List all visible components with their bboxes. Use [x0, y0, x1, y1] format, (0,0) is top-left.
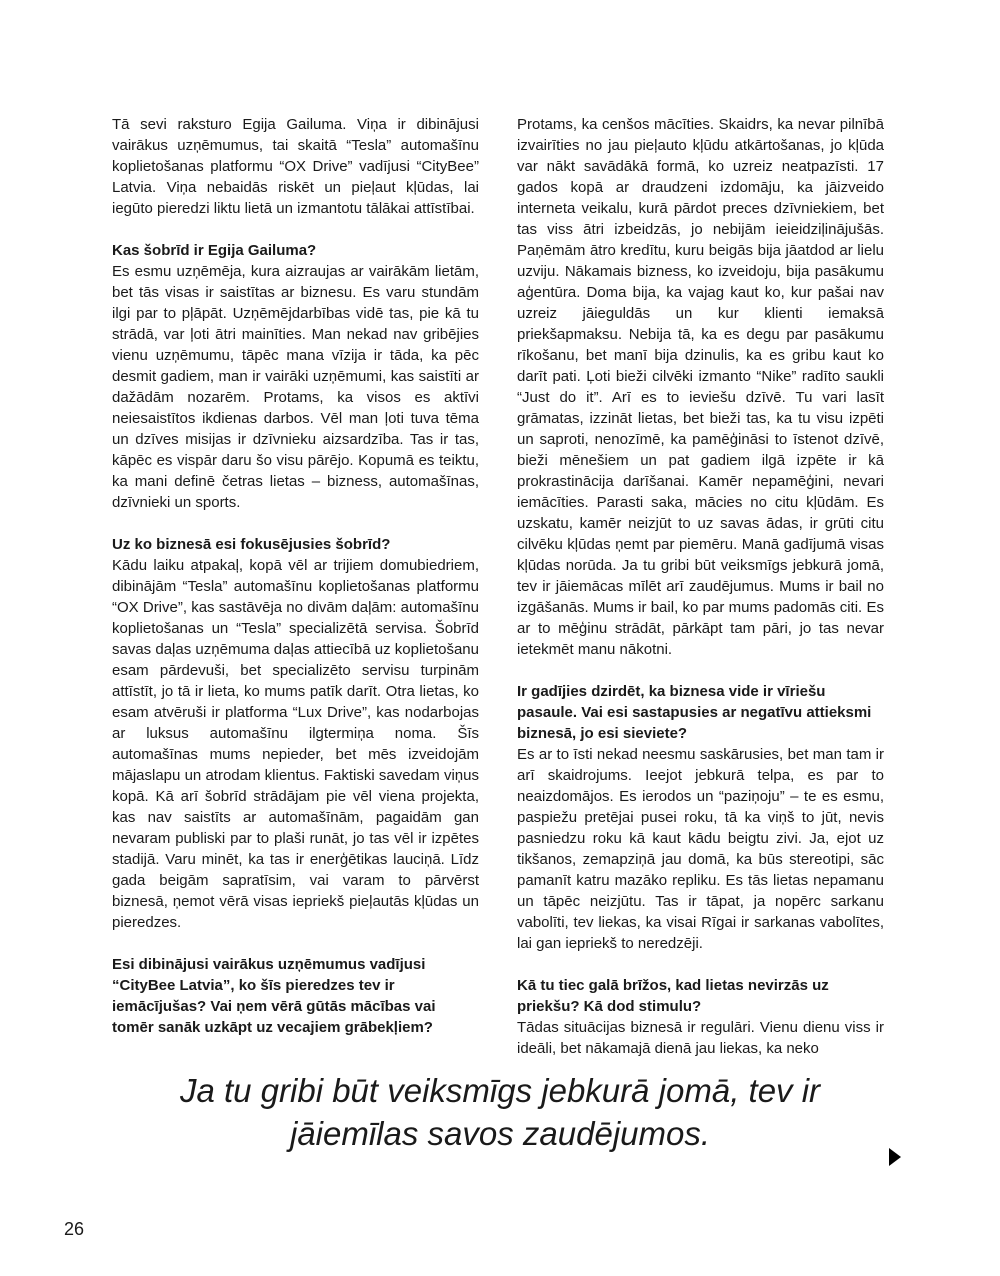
pull-quote — [100, 1069, 900, 1155]
page-number: 26 — [64, 1219, 85, 1239]
question-heading: Ir gadījies dzirdēt, ka biznesa vide ir vīriešu pasaule. Vai esi sastapusies ar negatīvu attieksmi biznesā, jo esi sieviete? — [517, 683, 872, 742]
question-heading: Esi dibinājusi vairākus uzņēmumus vadījusi “CityBee Latvia”, ko šīs pieredzes tev ir iemācījušas? Vai ņem vērā gūtās mācības vai tomēr sanāk uzkāpt uz vecajiem grābekļiem? — [112, 956, 436, 1036]
answer-paragraph: Protams, ka cenšos mācīties. Skaidrs, ka nevar pilnībā izvairīties no jau pieļauto kļūdu atkārtošanas, jo kļūda var nākt savādākā formā, ko uzreiz neatpazīsti. 17 gados kopā ar draudzeni izdomāju, ka jāizveido interneta veikalu, kurā pārdot preces dzīvniekiem, bet tas viss ātri izbeidzās, jo nebijām ieieidziļinājušās. Paņēmām ātro kredītu, kuru beigās bija jāatdod ar lielu uzviju. Nākamais bizness, ko izveidoju, bija pasākumu aģentūra. Doma bija, ka vajag kaut ko, kur pašai nav uzreiz jāieguldās un kur klienti iemaksā priekšapmaksu. Nebija tā, ka es degu par pasākumu rīkošanu, bet manī bija dzinulis, ka es gribu kaut ko darīt pati. Ļoti bieži cilvēki izmanto “Nike” radīto saukli “Just do it”. Arī es to ieviešu dzīvē. Tu vari lasīt grāmatas, izzināt lietas, bet bieži tas, ka tu visu izpēti un saproti, nenozīmē, ka pamēģināsi to īstenot dzīvē, bieži mēnešiem un pat gadiem ilgā izpēte ir kā prokrastinācija darīšanai. Kamēr nepamēģini, nevari iemācīties. Parasti saka, mācies no citu kļūdām. Es uzskatu, kamēr neizjūt to uz savas ādas, ir grūti citu cilvēku kļūdas ņemt par piemēru. Manā gadījumā visas kļūdas norūda. Ja tu gribi būt veiksmīgs jebkurā jomā, tev ir jāiemācas mīlēt arī zaudējumus. Mums ir bail no izgāšanās. Mums ir bail, ko par mums padomās citi. Es ar to mēģinu strādāt, pārkāpt tam pāri, jo tas nevar ietekmēt manu nākotni. — [517, 116, 884, 658]
answer-paragraph: Es ar to īsti nekad neesmu saskārusies, bet man tam ir arī skaidrojums. Ieejot jebkurā telpa, es par to neaizdomājos. Es ierodos un “paziņoju” – te es esmu, paspiežu pretējai pusei roku, tā ka viņš to jūt, nevis pasniedzu roku kā kaut kādu beigtu zivi. Ja, ejot uz tikšanos, zemapziņā jau domā, ka būs stereotipi, sāc pamanīt katru mazāko repliku. Es tās lietas nepamanu un tāpēc neizjūtu. Tas ir tāpat, ja nopērc sarkanu vabolīti, tev liekas, ka visai Rīgai ir sarkanas vabolītes, lai gan iepriekš to neredzēji. — [517, 746, 884, 952]
play-triangle-icon — [889, 1148, 901, 1166]
right-column — [517, 114, 884, 1059]
question-heading: Kā tu tiec galā brīžos, kad lietas nevirzās uz priekšu? Kā dod stimulu? — [517, 977, 829, 1015]
answer-paragraph: Tādas situācijas biznesā ir regulāri. Vienu dienu viss ir ideāli, bet nākamajā dienā jau liekas, ka neko — [517, 1019, 884, 1057]
question-heading: Uz ko biznesā esi fokusējusies šobrīd? — [112, 536, 391, 553]
question-heading: Kas šobrīd ir Egija Gailuma? — [112, 242, 317, 259]
answer-paragraph: Es esmu uzņēmēja, kura aizraujas ar vairākām lietām, bet tās visas ir saistītas ar biznesu. Es varu stundām ilgi par to pļāpāt. Uzņēmējdarbības vidē tas, pie kā tu strādā, var ļoti ātri mainīties. Man nekad nav gribējies vienu uzņēmumu, tāpēc mana vīzija ir tāda, ka pēc desmit gadiem, man ir vairāki uzņēmumi, kas saistīti ar dažādām nozarēm. Protams, ka visos es aktīvi neiesaistītos ikdienas darbos. Vēl man ļoti tuva tēma un dzīves misijas ir dzīvnieku aizsardzība. Tas ir tas, kāpēc es vispār daru šo visu pārējo. Kopumā es teiktu, ka mani definē četras lietas – bizness, automašīnas, dzīvnieki un sports. — [112, 263, 479, 511]
pull-quote-line: Ja tu gribi būt veiksmīgs jebkurā jomā, tev ir — [179, 1072, 821, 1109]
answer-paragraph: Kādu laiku atpakaļ, kopā vēl ar trijiem domubiedriem, dibinājām “Tesla” automašīnu koplietošanas platformu “OX Drive”, kas sastāvēja no divām daļām: automašīnu koplietošanas un “Tesla” specializētā servisa. Šobrīd savas daļas uzņēmuma daļas attiecībā uz koplietošanu esam pārdevuši, bet specializēto servisu turpinām attīstīt, jo tā ir lieta, ko mums patīk darīt. Otra lietas, ko esam atvēruši ir platforma “Lux Drive”, kas nodarbojas ar luksus automašīnu ilgtermiņa noma. Šīs automašīnas mums nepieder, bet mēs izveidojām mājaslapu un atrodam klientus. Faktiski savedam viņus kopā. Kā arī šobrīd strādājam pie vēl viena projekta, kas nav saistīts ar automašīnām, pagaidām gan nevaram publiski par to plaši runāt, jo tas vēl ir izpētes stadijā. Varu minēt, ka tas ir enerģētikas lauciņā. Līdz gada beigām sapratīsim, vai varam to pārvērst biznesā, ņemot vērā visas iepriekš pieļautās kļūdas un pieredzes. — [112, 557, 479, 931]
intro-paragraph: Tā sevi raksturo Egija Gailuma. Viņa ir dibinājusi vairākus uzņēmumus, tai skaitā “Tesla” automašīnu koplietošanas platformu “OX Drive” vadījusi “CityBee” Latvia. Viņa nebaidās riskēt un pieļaut kļūdas, lai iegūto pieredzi liktu lietā un izmantotu tālākai attīstībai. — [112, 116, 479, 217]
left-column — [112, 114, 479, 1038]
pull-quote-line: jāiemīlas savos zaudējumos. — [289, 1115, 711, 1152]
